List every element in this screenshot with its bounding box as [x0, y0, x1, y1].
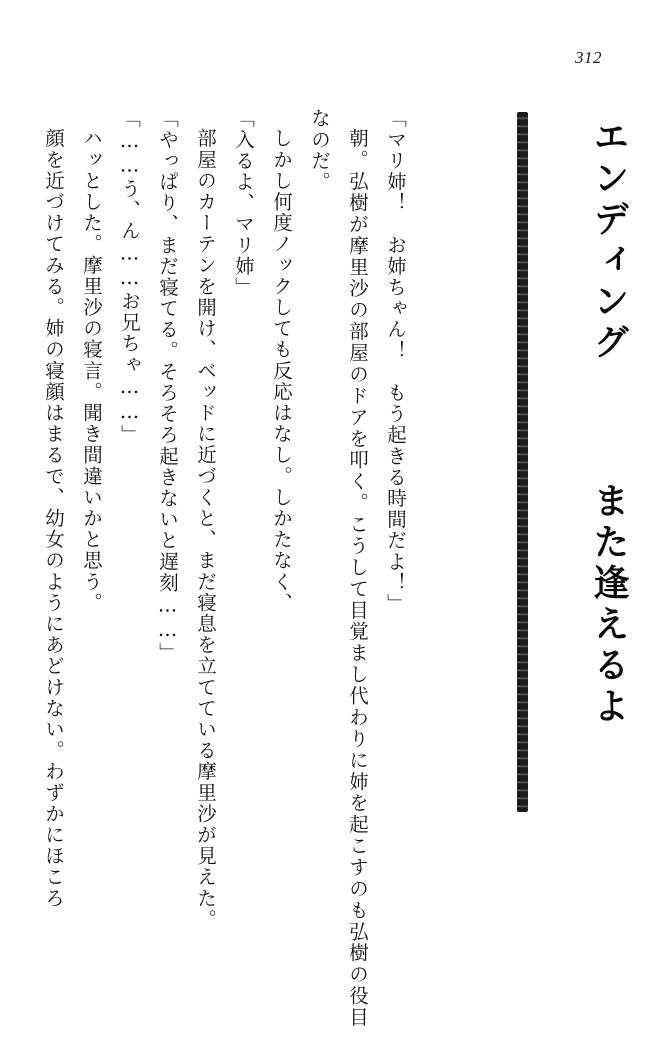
page-number: 312: [575, 48, 602, 67]
chapter-heading-part-one: エンディング: [588, 118, 629, 364]
paragraph: 「やっぱり、まだ寝てる。そろそろ起きないと遅刻……」: [156, 108, 179, 664]
paragraph: 「入るよ、マリ姉」: [232, 108, 255, 298]
body-text-column: [34, 108, 414, 1028]
paragraph: 朝。弘樹が摩里沙の部屋のドアを叩く。こうして目覚まし代わりに姉を起こすのも弘樹の役目なのだ。: [308, 108, 369, 1028]
paragraph: ハッとした。摩里沙の寝言。聞き間違いかと思う。: [80, 128, 103, 614]
paragraph: 顔を近づけてみる。姉の寝顔はまるで、幼女のようにあどけない。わずかにほころ: [42, 128, 65, 909]
paragraph: 「……う、ん……お兄ちゃ……」: [118, 108, 141, 446]
paragraph: 部屋のカーテンを開け、ベッドに近づくと、まだ寝息を立てている摩里沙が見えた。: [194, 128, 217, 930]
chapter-heading: [588, 118, 629, 758]
chapter-heading-part-two: また逢えるよ: [588, 482, 629, 728]
paragraph: 「マリ姉！ お姉ちゃん！ もう起きる時間だよ！」: [384, 108, 407, 615]
heading-decorative-rule: [517, 112, 528, 812]
paragraph: しかし何度ノックしても反応はなし。しかたなく、: [270, 128, 293, 614]
